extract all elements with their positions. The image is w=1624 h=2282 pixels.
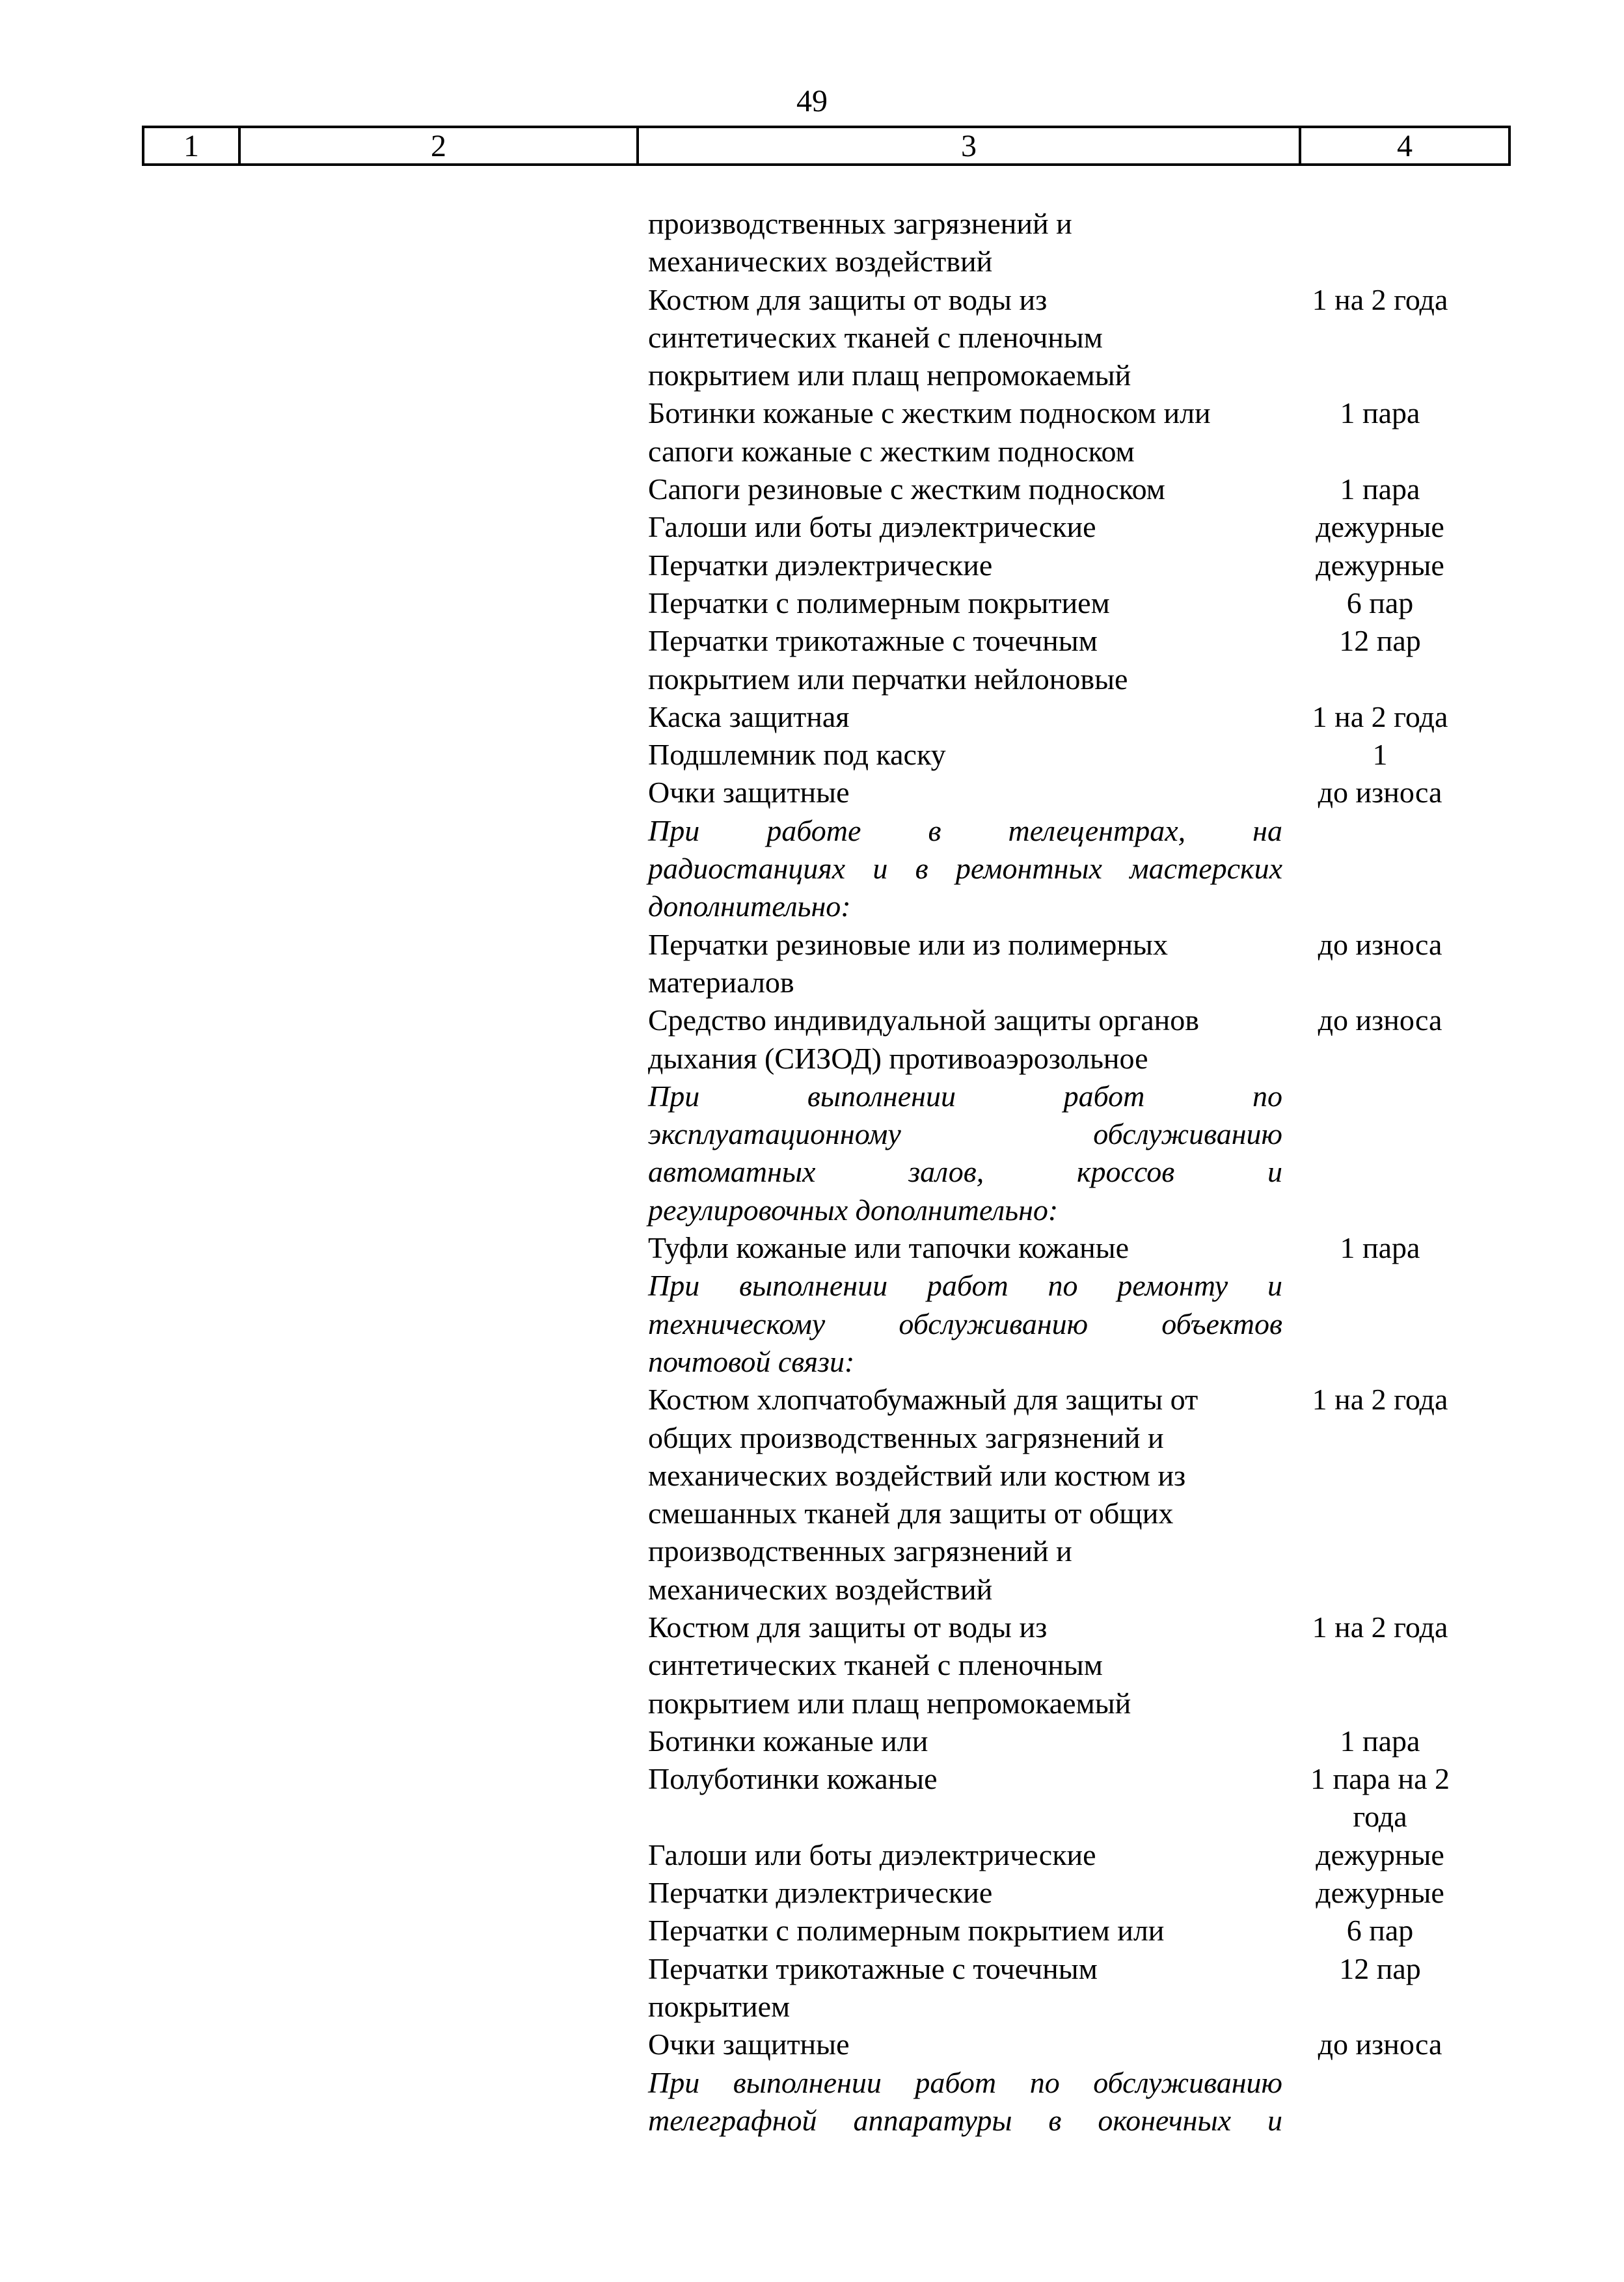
item-quantity: 12 пар: [1339, 1951, 1421, 1985]
table-row: [648, 2026, 1507, 2063]
header-col-3: 3: [639, 128, 1301, 163]
section-note-row: [648, 1078, 1507, 1229]
item-quantity: 1: [1372, 738, 1388, 772]
item-quantity: дежурные: [1316, 548, 1444, 582]
item-name: Костюм для защиты от воды из синтетических тканей с пленочным покрытием или плащ непромокаемый: [648, 282, 1131, 392]
table-row: [648, 584, 1507, 622]
header-col-2: 2: [241, 128, 639, 163]
table-row: [648, 1609, 1507, 1722]
item-quantity: до износа: [1318, 927, 1442, 961]
item-quantity: 1 на 2 года: [1312, 282, 1448, 316]
section-note-line: эксплуатационному обслуживанию: [648, 1117, 1282, 1151]
section-note-line: регулировочных дополнительно:: [648, 1193, 1059, 1227]
item-quantity: 1 на 2 года: [1312, 700, 1448, 733]
item-quantity: 1 на 2 года: [1312, 1610, 1448, 1644]
table-row: [648, 736, 1507, 774]
table-row: [648, 547, 1507, 584]
item-quantity: дежурные: [1316, 1876, 1444, 1910]
item-quantity: [1282, 1078, 1478, 1229]
section-note-row: [648, 812, 1507, 926]
item-name: Очки защитные: [648, 776, 850, 809]
table-row: [648, 926, 1507, 1002]
item-quantity: до износа: [1318, 2028, 1442, 2061]
section-note-row: [648, 2064, 1507, 2140]
item-quantity: 1 пара: [1340, 1724, 1420, 1758]
table-row: [648, 394, 1507, 470]
item-quantity: 1 пара: [1340, 1231, 1420, 1265]
item-name: Перчатки трикотажные с точечным покрытием: [648, 1951, 1098, 2023]
table-row: [648, 1950, 1507, 2026]
item-name: Очки защитные: [648, 2028, 850, 2061]
table-row: [648, 1912, 1507, 1949]
item-name: Перчатки с полимерным покрытием: [648, 586, 1110, 619]
section-note: [648, 1078, 1282, 1229]
table-row: [648, 698, 1507, 736]
table-row: [648, 1722, 1507, 1760]
item-name: Перчатки трикотажные с точечным покрытием или перчатки нейлоновые: [648, 624, 1128, 696]
section-note: [648, 2064, 1282, 2140]
section-note-line: автоматных залов, кроссов и: [648, 1155, 1282, 1189]
table-row: [648, 205, 1507, 281]
item-quantity: 1 пара на 2 года: [1310, 1762, 1450, 1834]
section-note-row: [648, 1267, 1507, 1381]
item-quantity: до износа: [1318, 776, 1442, 809]
page-number: 49: [796, 84, 828, 118]
item-name: Перчатки диэлектрические: [648, 548, 993, 582]
item-name: Перчатки диэлектрические: [648, 1876, 993, 1910]
item-quantity: дежурные: [1316, 510, 1444, 544]
section-note: [648, 812, 1282, 926]
table-header: [142, 126, 1511, 166]
item-quantity: дежурные: [1316, 1838, 1444, 1871]
item-quantity: 6 пар: [1346, 586, 1414, 619]
table-row: [648, 1001, 1507, 1078]
section-note-line: радиостанциях и в ремонтных мастерских: [648, 852, 1282, 886]
table-row: [648, 508, 1507, 546]
table-row: [648, 1381, 1507, 1609]
item-name: Перчатки с полимерным покрытием или: [648, 1914, 1165, 1948]
section-note-line: При выполнении работ по: [648, 1079, 1282, 1113]
table-row: [648, 622, 1507, 698]
section-note: [648, 1267, 1282, 1381]
item-name: Каска защитная: [648, 700, 850, 733]
item-name: Средство индивидуальной защиты органов дыхания (СИЗОД) противоаэрозольное: [648, 1003, 1199, 1075]
table-row: [648, 1229, 1507, 1267]
item-quantity: 1 пара: [1340, 472, 1420, 506]
table-row: [648, 281, 1507, 395]
item-name: Костюм хлопчатобумажный для защиты от общих производственных загрязнений и механических воздействий или костюм из смешанных тканей для защиты от общих производственных загрязнений и механических воздействий: [648, 1383, 1198, 1606]
section-note-line: почтовой связи:: [648, 1344, 855, 1378]
item-name: Перчатки резиновые или из полимерных материалов: [648, 927, 1168, 999]
item-quantity: до износа: [1318, 1003, 1442, 1037]
item-name: Галоши или боты диэлектрические: [648, 1838, 1096, 1871]
section-note-line: дополнительно:: [648, 890, 851, 923]
section-note-line: При выполнении работ по обслуживанию: [648, 2065, 1282, 2099]
item-quantity: 6 пар: [1346, 1914, 1414, 1948]
item-quantity: [1282, 812, 1478, 926]
table-row: [648, 774, 1507, 811]
table-row: [648, 470, 1507, 508]
ppe-list: [648, 205, 1507, 2139]
section-note-line: телеграфной аппаратуры в оконечных и: [648, 2103, 1282, 2137]
item-name: производственных загрязнений и механических воздействий: [648, 207, 1072, 278]
item-name: Галоши или боты диэлектрические: [648, 510, 1096, 544]
table-row: [648, 1874, 1507, 1912]
item-name: Сапоги резиновые с жестким подноском: [648, 472, 1165, 506]
item-name: Костюм для защиты от воды из синтетических тканей с пленочным покрытием или плащ непромокаемый: [648, 1610, 1131, 1720]
item-quantity: 1 пара: [1340, 396, 1420, 430]
section-note-line: При выполнении работ по ремонту и: [648, 1269, 1282, 1303]
table-row: [648, 1760, 1507, 1836]
header-col-4: 4: [1397, 128, 1413, 163]
item-quantity: [1282, 205, 1478, 281]
item-name: Туфли кожаные или тапочки кожаные: [648, 1231, 1130, 1265]
item-quantity: [1282, 2064, 1478, 2140]
item-name: Ботинки кожаные или: [648, 1724, 928, 1758]
item-quantity: 12 пар: [1339, 624, 1421, 658]
item-quantity: 1 на 2 года: [1312, 1383, 1448, 1417]
item-quantity: [1282, 1267, 1478, 1381]
item-name: Подшлемник под каску: [648, 738, 946, 772]
table-row: [648, 1836, 1507, 1874]
section-note-line: При работе в телецентрах, на: [648, 813, 1282, 847]
item-name: Полуботинки кожаные: [648, 1762, 938, 1796]
item-name: Ботинки кожаные с жестким подноском или сапоги кожаные с жестким подноском: [648, 396, 1211, 468]
section-note-line: техническому обслуживанию объектов: [648, 1307, 1282, 1340]
header-col-1: 1: [144, 128, 241, 163]
